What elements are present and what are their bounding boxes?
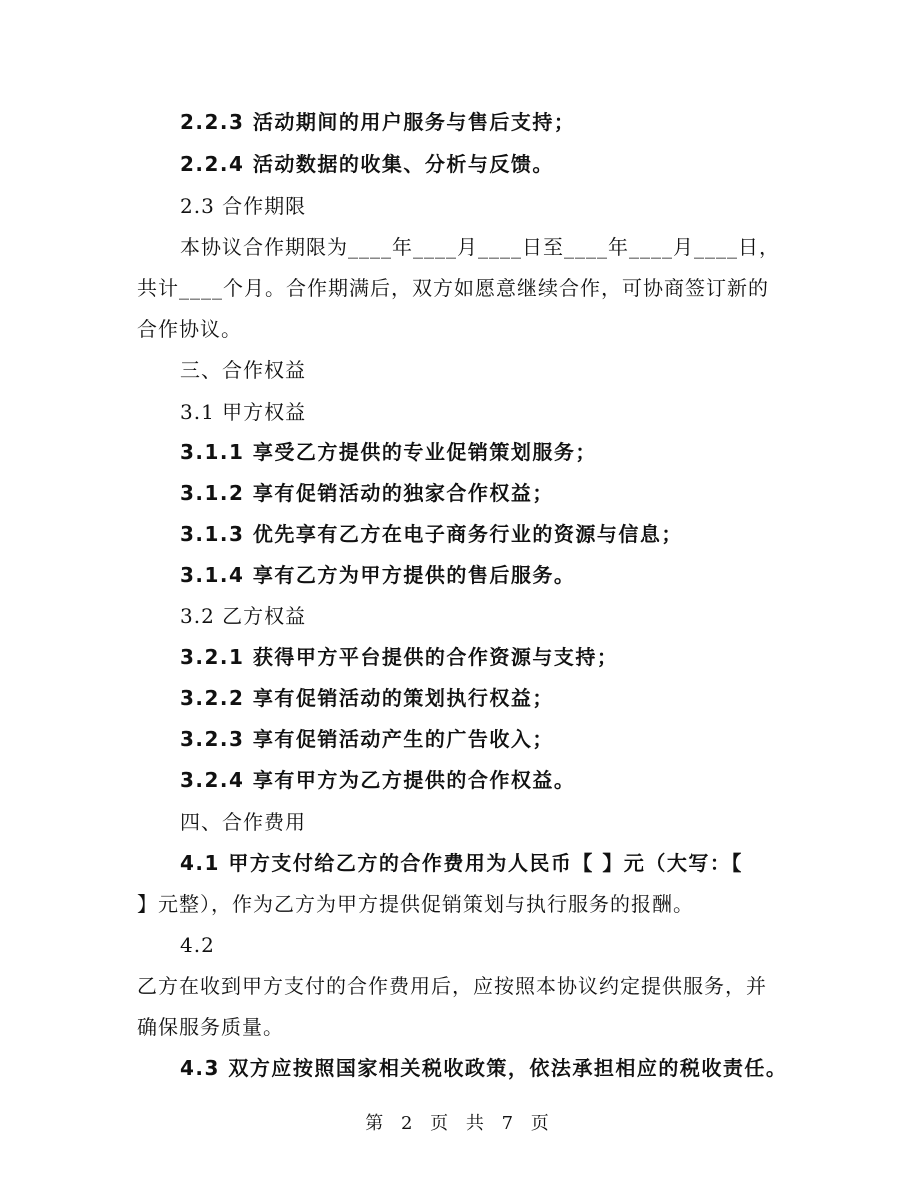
clause-3-2-1: 3.2.1 获得甲方平台提供的合作资源与支持； <box>180 645 619 669</box>
clause-2-2-3: 2.2.3 活动期间的用户服务与售后支持； <box>180 110 576 134</box>
section-3-2-heading: 3.2 乙方权益 <box>180 604 307 628</box>
clause-3-1-4: 3.1.4 享有乙方为甲方提供的售后服务。 <box>180 563 576 587</box>
term-paragraph-line-2: 共计____个月。合作期满后，双方如愿意继续合作，可协商签订新的 <box>137 276 769 300</box>
section-4-heading: 四、合作费用 <box>180 810 306 834</box>
section-2-3-heading: 2.3 合作期限 <box>180 194 307 218</box>
clause-4-2-line-2: 确保服务质量。 <box>137 1015 284 1039</box>
section-3-heading: 三、合作权益 <box>180 358 306 382</box>
clause-2-2-4: 2.2.4 活动数据的收集、分析与反馈。 <box>180 152 554 176</box>
clause-3-2-2: 3.2.2 享有促销活动的策划执行权益； <box>180 686 554 710</box>
clause-3-2-3: 3.2.3 享有促销活动产生的广告收入； <box>180 727 554 751</box>
clause-3-1-1: 3.1.1 享受乙方提供的专业促销策划服务； <box>180 440 597 464</box>
term-paragraph-line-3: 合作协议。 <box>137 317 242 341</box>
clause-4-1-line-1: 4.1 甲方支付给乙方的合作费用为人民币【 】元（大写：【 <box>180 851 743 875</box>
clause-4-1-line-2: 】元整），作为乙方为甲方提供促销策划与执行服务的报酬。 <box>137 892 694 916</box>
clause-4-2-line-1: 乙方在收到甲方支付的合作费用后，应按照本协议约定提供服务，并 <box>137 974 767 998</box>
clause-4-2-number: 4.2 <box>180 933 215 957</box>
clause-3-1-2: 3.1.2 享有促销活动的独家合作权益； <box>180 481 554 505</box>
section-3-1-heading: 3.1 甲方权益 <box>180 400 307 424</box>
clause-3-2-4: 3.2.4 享有甲方为乙方提供的合作权益。 <box>180 768 576 792</box>
clause-3-1-3: 3.1.3 优先享有乙方在电子商务行业的资源与信息； <box>180 522 683 546</box>
page-number-footer: 第 2 页 共 7 页 <box>365 1113 555 1134</box>
term-paragraph-line-1: 本协议合作期限为____年____月____日至____年____月____日， <box>180 235 780 259</box>
clause-4-3: 4.3 双方应按照国家相关税收政策，依法承担相应的税收责任。 <box>180 1056 788 1080</box>
